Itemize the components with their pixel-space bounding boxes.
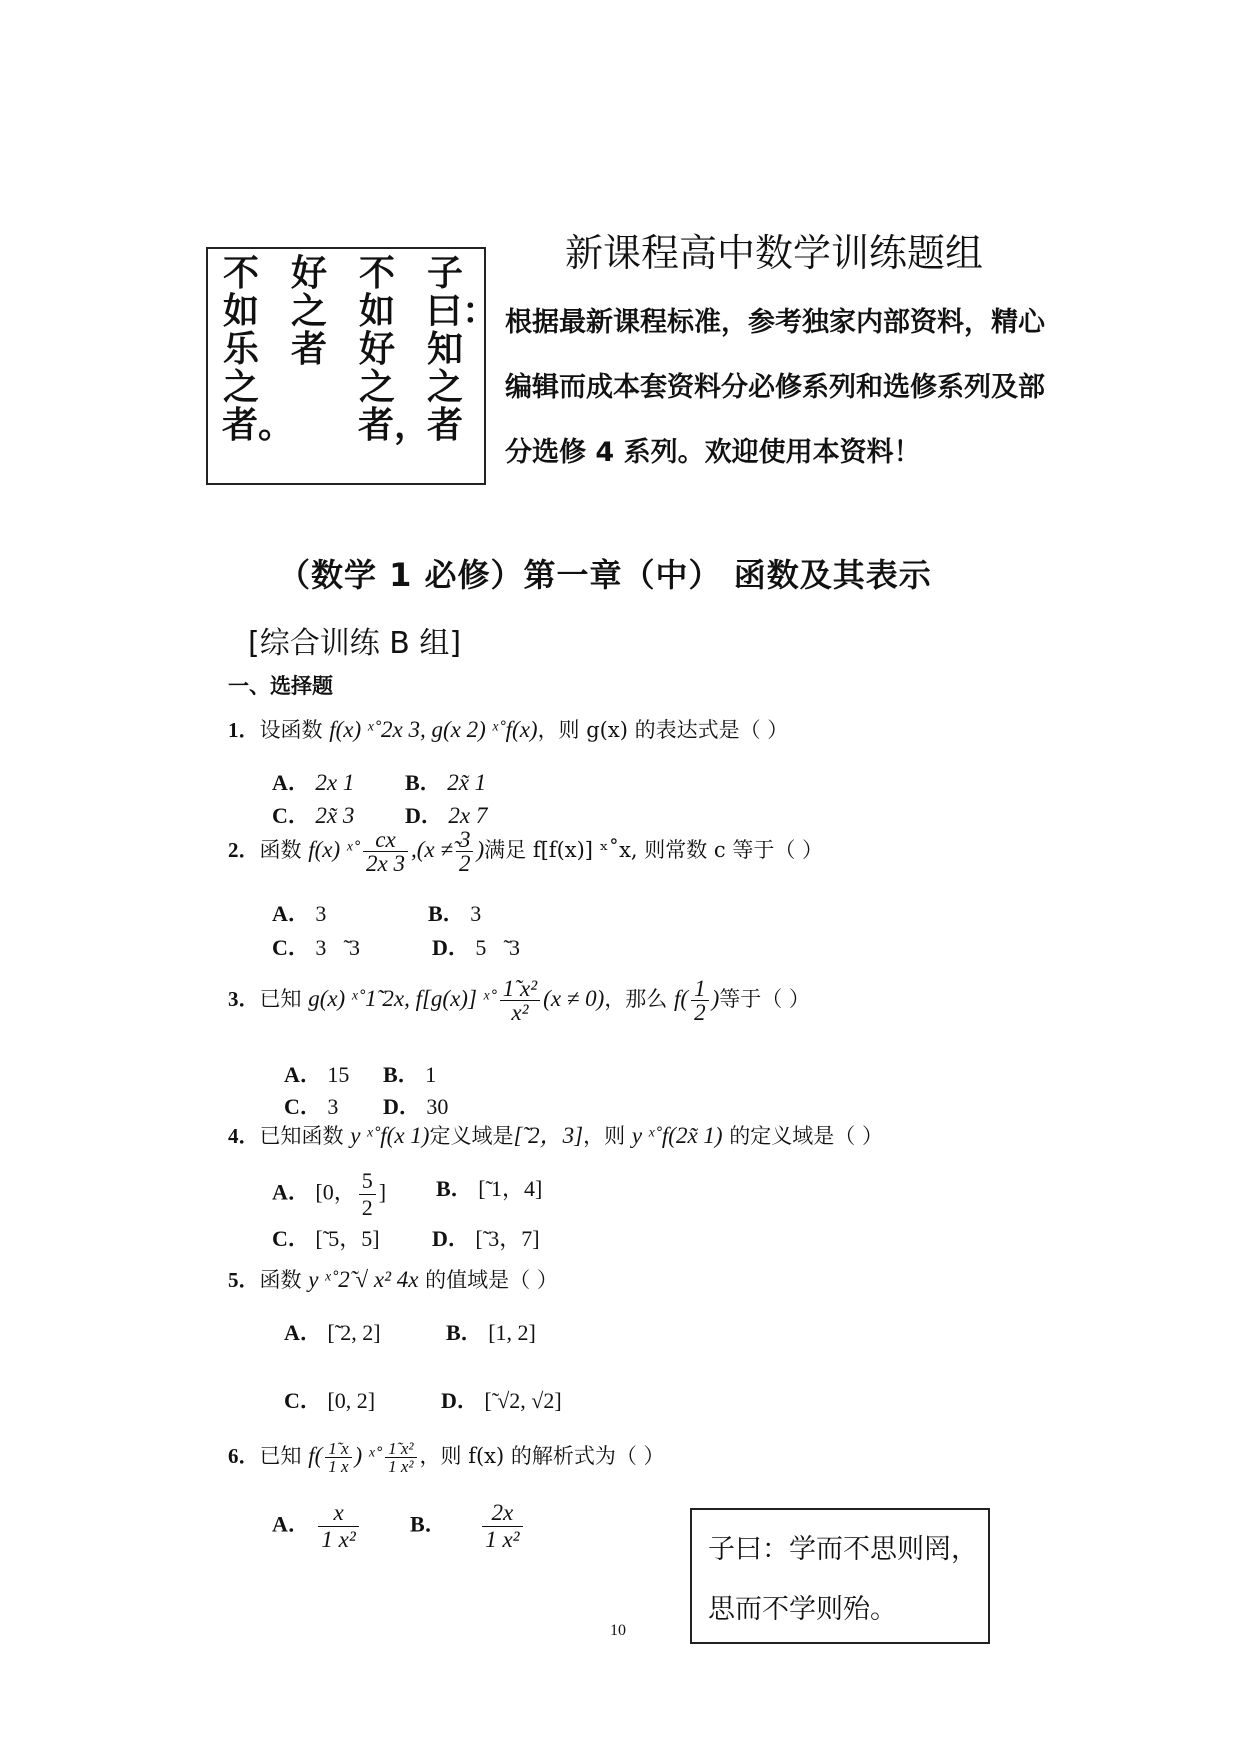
option-text: 5或̃ 3 [475, 935, 521, 960]
formula: y ˣ˚f(2x̃ 1) [631, 1123, 723, 1148]
question-number: 1． [228, 718, 260, 742]
intro-paragraph [505, 290, 1105, 485]
question-6 [228, 1440, 665, 1475]
formula: f(x) ˣ˚2x 3, g(x 2) ˣ˚f(x) [329, 717, 538, 742]
fraction [456, 828, 474, 875]
option-row [405, 766, 486, 797]
fraction [359, 1168, 376, 1221]
question-suffix: ，则 g(x) 的表达式是（ ） [537, 718, 789, 742]
option-label: A． [284, 1062, 322, 1087]
option-label: B． [428, 901, 465, 926]
option-text: 3 [327, 1094, 339, 1119]
formula: f( [674, 986, 689, 1011]
footer-quote-line: 子曰：学而不思则罔， [708, 1534, 978, 1565]
option-label: C． [284, 1388, 322, 1413]
fraction-denominator: 1 x² [388, 1457, 414, 1476]
fraction [482, 1500, 522, 1553]
option-row [284, 1384, 375, 1415]
formula: ) ˣ˚ [354, 1443, 383, 1468]
option-row [272, 1168, 386, 1221]
fraction [385, 1440, 416, 1475]
option-row [405, 799, 487, 830]
question-number: 4． [228, 1124, 260, 1148]
fraction-denominator: 2 [361, 1195, 373, 1220]
option-label: B． [436, 1176, 473, 1201]
option-row [383, 1058, 436, 1089]
series-title: 新课程高中数学训练题组 [565, 231, 984, 275]
fraction [325, 1440, 351, 1475]
option-label: D． [441, 1388, 479, 1413]
quote-column-4: 不如乐之者。 [222, 253, 295, 446]
option-label: C． [272, 1226, 310, 1251]
option-row [441, 1384, 562, 1415]
option-row [272, 1222, 380, 1253]
option-label: D． [405, 803, 443, 828]
option-text: [0， [315, 1179, 356, 1205]
question-number: 5． [228, 1268, 260, 1292]
option-label: C． [284, 1094, 322, 1119]
formula: g(x) ˣ˚1̃ 2x, f[g(x)] ˣ˚ [308, 986, 497, 1011]
option-row [436, 1172, 542, 1203]
option-row [272, 897, 326, 928]
question-3 [228, 977, 810, 1024]
option-row [428, 897, 481, 928]
section-title: 一、选择题 [228, 674, 333, 698]
fraction-denominator: 2 [458, 851, 471, 876]
intro-line: 根据最新课程标准，参考独家内部资料，精心 [505, 307, 1045, 338]
intro-line: 编辑而成本套资料分必修系列和选修系列及部 [505, 372, 1045, 403]
option-label: A． [272, 1511, 310, 1537]
option-text: 3 [470, 901, 482, 926]
option-text: [̃ √2, √2] [484, 1388, 562, 1413]
option-label: A． [272, 901, 310, 926]
question-4 [228, 1124, 883, 1147]
fraction-numerator: 1̃ x [325, 1440, 351, 1458]
question-number: 6． [228, 1444, 260, 1468]
group-title: [综合训练 B 组] [248, 626, 462, 661]
fraction-numerator: 1̃ x² [500, 977, 540, 1001]
option-label: A． [272, 1179, 310, 1205]
fraction-numerator: 2x [482, 1500, 522, 1527]
option-row [272, 766, 354, 797]
fraction-numerator: 3 [456, 828, 474, 852]
quote-column-3: 好之者 [290, 253, 327, 370]
question-prefix: 函数 [259, 1268, 302, 1292]
option-row [284, 1058, 349, 1089]
question-5 [228, 1268, 558, 1291]
fraction-denominator: 1 x [328, 1457, 349, 1476]
option-label: A． [284, 1320, 322, 1345]
option-text: 30 [426, 1094, 449, 1119]
question-suffix: 等于（ ） [719, 987, 810, 1011]
option-text: [̃ 2, 2] [327, 1320, 381, 1345]
option-text: [̃ 1，4] [478, 1176, 543, 1201]
question-number: 2． [228, 838, 260, 862]
option-text: [0, 2] [327, 1388, 376, 1413]
question-2 [228, 828, 823, 875]
option-text: ] [378, 1179, 387, 1205]
formula: [̃ 2，3] [513, 1123, 584, 1148]
fraction-denominator: x² [511, 1000, 529, 1025]
fraction [318, 1500, 358, 1553]
question-prefix: 已知 [259, 987, 302, 1011]
option-text: 1 [425, 1062, 437, 1087]
formula: ,(x ≠̃ [410, 837, 453, 862]
fraction-denominator: 1 x² [485, 1527, 520, 1552]
option-row [383, 1090, 448, 1121]
question-number: 3． [228, 987, 260, 1011]
fraction-numerator: 5 [359, 1168, 376, 1195]
option-row [284, 1090, 338, 1121]
fraction-numerator: 1 [691, 977, 709, 1001]
formula: y ˣ˚f(x 1) [350, 1123, 430, 1148]
fraction-numerator: x [318, 1500, 358, 1527]
question-text: 定义域是 [429, 1124, 514, 1148]
option-text: [̃ 3，7] [475, 1226, 540, 1251]
footer-quote-box [690, 1508, 990, 1644]
fraction-numerator: cx [363, 828, 408, 852]
question-prefix: 函数 [259, 838, 302, 862]
question-1 [228, 718, 788, 741]
option-text: [̃ 5，5] [315, 1226, 380, 1251]
option-label: D． [432, 1226, 470, 1251]
question-prefix: 已知函数 [259, 1124, 344, 1148]
intro-line: 分选修 4 系列。欢迎使用本资料！ [505, 437, 921, 468]
option-row [272, 1500, 362, 1553]
formula: ) [711, 986, 720, 1011]
option-label: C． [272, 803, 310, 828]
option-text: 2x 1 [315, 770, 355, 795]
option-label: C． [272, 935, 310, 960]
option-text: [1, 2] [488, 1320, 536, 1345]
option-text: 15 [327, 1062, 350, 1087]
question-suffix: 的定义域是（ ） [729, 1124, 883, 1148]
page-number: 10 [610, 1622, 626, 1639]
fraction-denominator: 1 x² [321, 1527, 356, 1552]
formula: f(x) ˣ˚ [308, 837, 361, 862]
option-label: D． [383, 1094, 421, 1119]
option-row [284, 1316, 381, 1347]
question-prefix: 设函数 [259, 718, 323, 742]
question-prefix: 已知 [259, 1444, 302, 1468]
question-text: ，则 [583, 1124, 626, 1148]
option-row [410, 1500, 526, 1553]
fraction [691, 977, 709, 1024]
fraction [500, 977, 540, 1024]
formula: y ˣ˚2̃ √ x² 4x [308, 1267, 419, 1292]
option-row [432, 931, 520, 962]
formula: (x ≠ 0) [543, 986, 605, 1011]
option-label: B． [405, 770, 442, 795]
option-text: 3或̃ 3 [315, 935, 361, 960]
option-text: 3 [315, 901, 327, 926]
quote-box [206, 247, 499, 485]
question-suffix: ，则 f(x) 的解析式为（ ） [419, 1444, 665, 1468]
fraction-denominator: 2x 3 [366, 851, 405, 876]
formula: ) [476, 837, 485, 862]
option-text: 2x̃ 1 [447, 770, 487, 795]
option-text: 2x 7 [448, 803, 488, 828]
option-label: A． [272, 770, 310, 795]
fraction-denominator: 2 [694, 1000, 706, 1025]
option-label: B． [446, 1320, 483, 1345]
quote-column-2: 不如好之者， [358, 253, 431, 446]
formula: f( [308, 1443, 323, 1468]
option-row [272, 931, 360, 962]
option-text: 2x̃ 3 [315, 803, 355, 828]
footer-quote-line: 思而不学则殆。 [708, 1594, 897, 1625]
option-label: B． [410, 1511, 447, 1537]
option-row [446, 1316, 536, 1347]
option-label: B． [383, 1062, 420, 1087]
option-row [272, 799, 354, 830]
chapter-title: （数学 1 必修）第一章（中） 函数及其表示 [278, 556, 932, 594]
question-text: ，那么 [604, 987, 668, 1011]
fraction [363, 828, 408, 875]
quote-column-1: 子曰：知之者 [426, 253, 499, 446]
question-suffix: 满足 f[f(x)] ˣ˚x, 则常数 c 等于（ ） [484, 838, 824, 862]
fraction-numerator: 1̃ x² [385, 1440, 416, 1458]
question-suffix: 的值域是（ ） [425, 1268, 558, 1292]
option-row [432, 1222, 540, 1253]
option-label: D． [432, 935, 470, 960]
